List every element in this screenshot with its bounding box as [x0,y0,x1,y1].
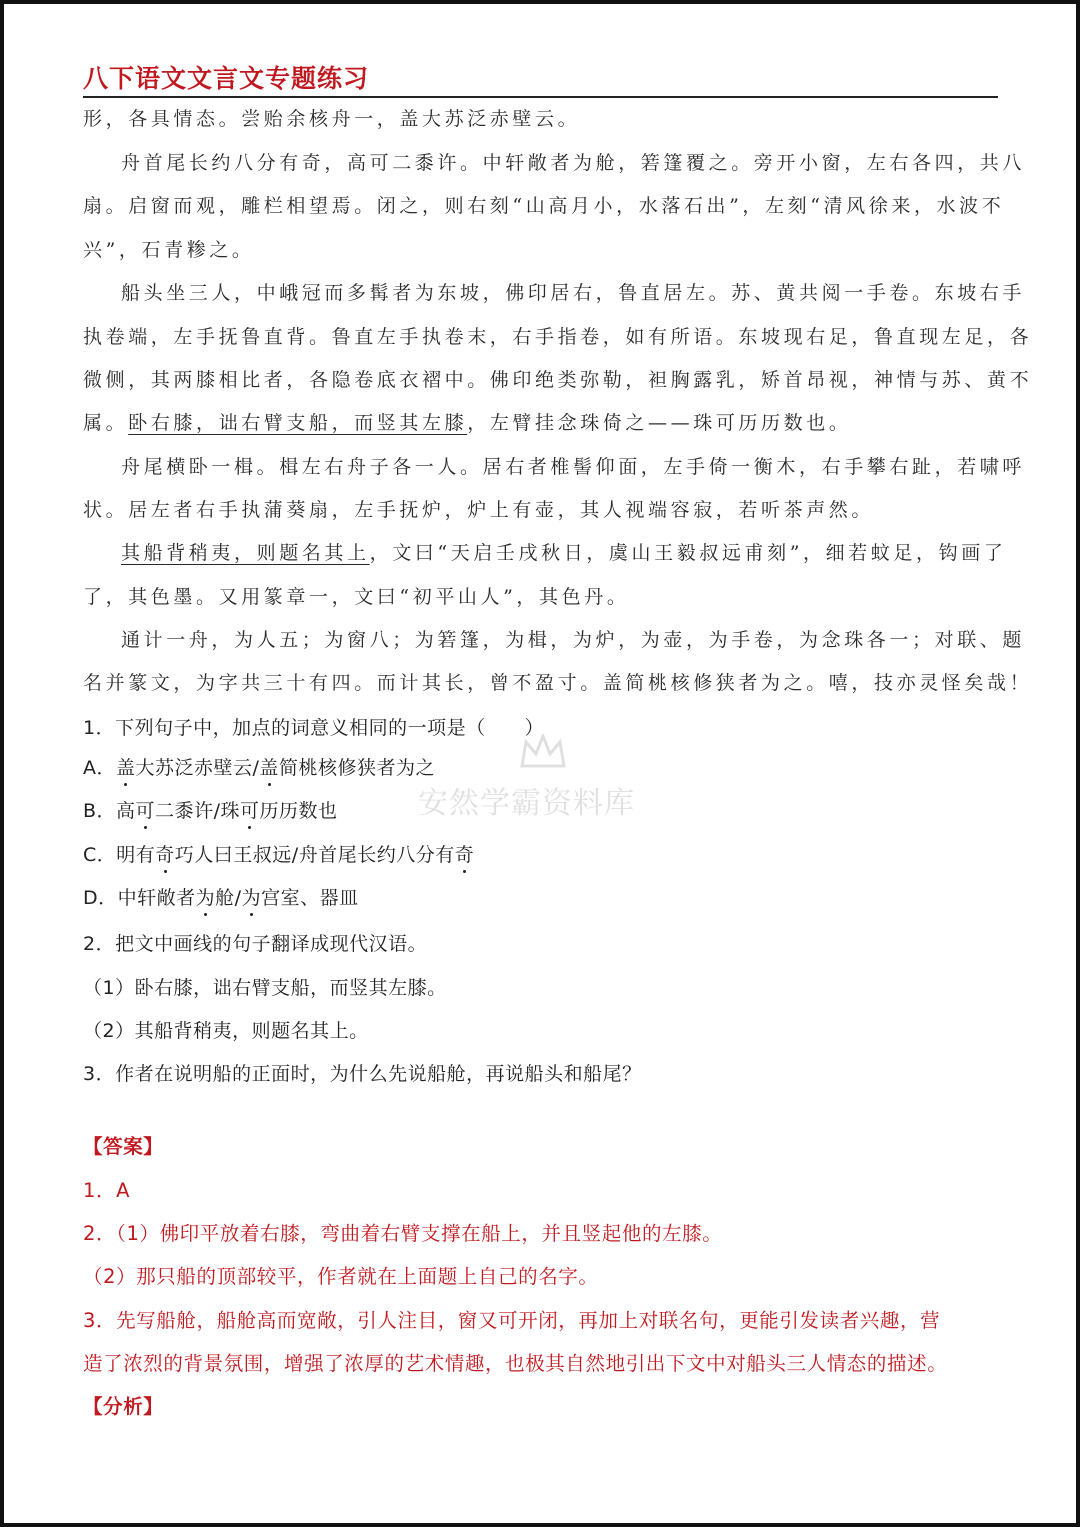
passage-text: ，左臂挂念珠倚之——珠可历历数也。 [467,412,852,434]
passage-line: 兴”，石青糁之。 [83,239,255,261]
watermark-text: 安然学霸资料库 [418,786,635,821]
dotted-word: 奇 [155,844,175,866]
passage-text: ，文曰“天启壬戌秋日，虞山王毅叔远甫刻”，细若蚊足，钩画了 [369,542,1007,564]
page-title: 八下语文文言文专题练习 [83,64,370,93]
dotted-word: 盖 [259,757,279,779]
dotted-word: 奇 [454,844,475,866]
question-2-part-2: （2）其船背稍夷，则题名其上。 [83,1020,369,1042]
watermark [408,728,678,828]
answer-3-line-1: 3．先写船舱，船舱高而宽敞，引人注目，窗又可开闭，再加上对联名句，更能引发读者兴趣，营 [83,1309,941,1332]
passage-line: 微侧，其两膝相比者，各隐卷底衣褶中。佛印绝类弥勒，袒胸露乳，矫首昂视，神情与苏、黄不 [83,369,1033,391]
option-a: A．盖大苏泛赤壁云/盖简桃核修狭者为之 [83,757,435,779]
dotted-word: 可 [135,800,156,822]
answer-2-part-2: （2）那只船的顶部较平，作者就在上面题上自己的名字。 [83,1265,599,1288]
passage-line: 状。居左者右手执蒲葵扇，左手抚炉，炉上有壶，其人视端容寂，若听茶声然。 [83,499,875,521]
passage-line: 形，各具情态。尝贻余核舟一，盖大苏泛赤壁云。 [83,108,581,130]
dotted-word: 可 [239,800,260,822]
question-3: 3．作者在说明船的正面时，为什么先说船舱，再说船头和船尾？ [83,1063,642,1085]
passage-line: 通计一舟，为人五；为窗八；为箬篷，为楫，为炉，为壶，为手卷，为念珠各一；对联、题 [121,629,1026,651]
passage-line: 执卷端，左手抚鲁直背。鲁直左手执卷末，右手指卷，如有所语。东坡现右足，鲁直现左足，各 [83,326,1033,348]
page-header [83,62,998,98]
answer-1: 1．A [83,1179,131,1202]
passage-line: 名并篆文，为字共三十有四。而计其长，曾不盈寸。盖简桃核修狭者为之。嘻，技亦灵怪矣哉！ [83,672,1033,694]
dotted-word: 盖 [116,757,136,779]
dotted-word: 为 [241,887,262,909]
passage-line: 船头坐三人，中峨冠而多髯者为东坡，佛印居右，鲁直居左。苏、黄共阅一手卷。东坡右手 [121,282,1026,304]
question-2-part-1: （1）卧右膝，诎右臂支船，而竖其左膝。 [83,977,447,999]
option-b: B．高可二黍许/珠可历历数也 [83,800,338,822]
passage-line [83,408,998,435]
answer-2-part-1: 2．（1）佛印平放着右膝，弯曲着右臂支撑在船上，并且竖起他的左膝。 [83,1222,723,1245]
passage-line [83,538,1007,565]
passage-text: 属。 [83,412,129,434]
underlined-sentence-1: 卧右膝，诎右臂支船，而竖其左膝 [128,412,468,434]
answer-3-line-2: 造了浓烈的背景氛围，增强了浓厚的艺术情趣，也极其自然地引出下文中对船头三人情态的描述。 [83,1352,948,1375]
option-c: C．明有奇巧人曰王叔远/舟首尾长约八分有奇 [83,844,475,866]
passage-line: 舟尾横卧一楫。楫左右舟子各一人。居右者椎髻仰面，左手倚一衡木，右手攀右趾，若啸呼 [121,456,1026,478]
analysis-heading: 【分析】 [83,1395,164,1418]
passage-line: 舟首尾长约八分有奇，高可二黍许。中轩敞者为舱，箬篷覆之。旁开小窗，左右各四，共八 [121,152,1026,174]
underlined-sentence-2: 其船背稍夷，则题名其上 [121,542,370,564]
question-1: 1．下列句子中，加点的词意义相同的一项是（ ） [83,717,545,739]
question-2: 2．把文中画线的句子翻译成现代汉语。 [83,933,428,955]
answer-heading: 【答案】 [83,1135,164,1158]
passage-line: 了，其色墨。又用篆章一，文曰“初平山人”，其色丹。 [83,586,630,608]
passage-line: 扇。启窗而观，雕栏相望焉。闭之，则右刻“山高月小，水落石出”，左刻“清风徐来，水波不 [83,195,1005,217]
dotted-word: 为 [195,887,216,909]
option-d: D．中轩敞者为舱/为宫室、器皿 [83,887,359,909]
